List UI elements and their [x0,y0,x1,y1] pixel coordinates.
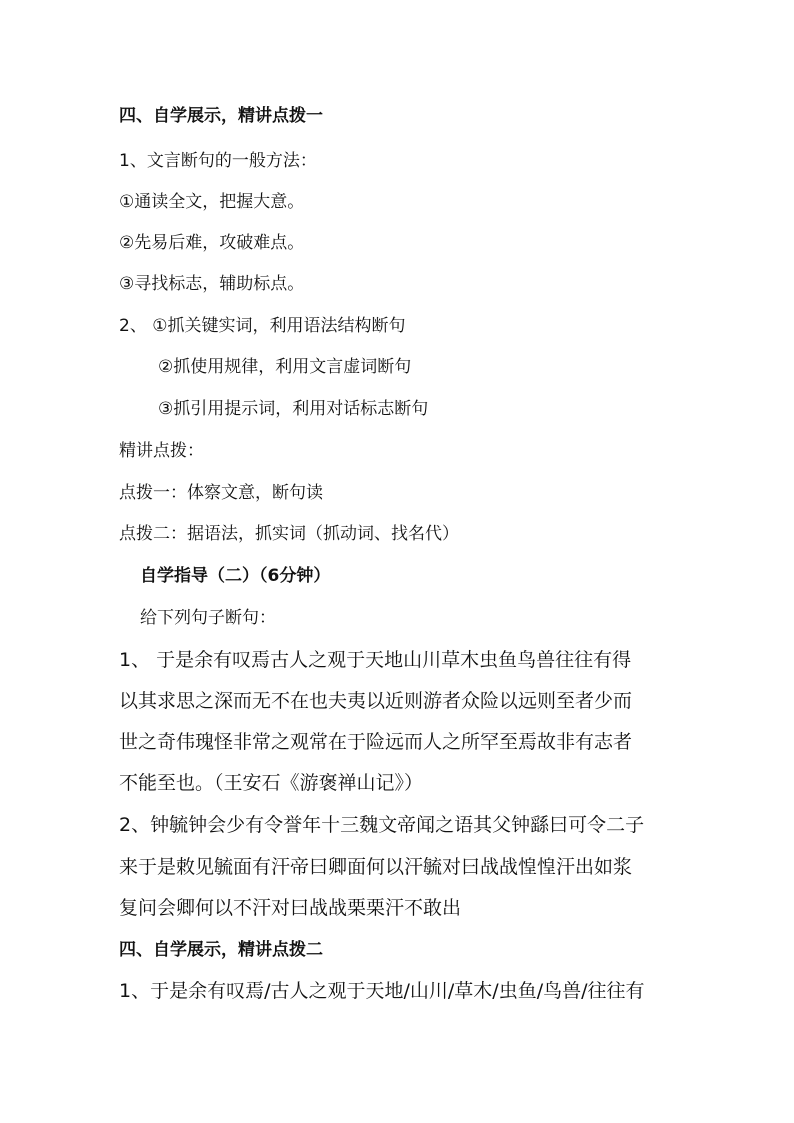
exercise-line: 2、钟毓钟会少有令誉年十三魏文帝闻之语其父钟繇曰可令二子 [119,814,645,836]
answer-line: 1、于是余有叹焉/古人之观于天地/山川/草木/虫鱼/鸟兽/往往有 [119,980,645,1002]
text-line: ③抓引用提示词，利用对话标志断句 [158,399,429,419]
exercise-line: 以其求思之深而无不在也夫夷以近则游者众险以远则至者少而 [119,690,633,712]
text-line: ①通读全文，把握大意。 [119,192,305,212]
text-line: 给下列句子断句： [140,608,276,628]
exercise-line: 世之奇伟瑰怪非常之观常在于险远而人之所罕至焉故非有志者 [119,731,633,753]
text-line: 2、 ①抓关键实词，利用语法结构断句 [119,316,406,336]
exercise-line: 复问会卿何以不汗对曰战战栗栗汗不敢出 [119,897,462,919]
text-line: ③寻找标志，辅助标点。 [119,274,305,294]
text-line: 1、文言断句的一般方法： [119,151,317,171]
subsection-heading: 自学指导（二）（6分钟） [140,566,331,586]
text-line: ②先易后难，攻破难点。 [119,233,305,253]
text-line: 点拨一：体察文意，断句读 [119,483,323,503]
exercise-line: 来于是敕见毓面有汗帝曰卿面何以汗毓对曰战战惶惶汗出如浆 [119,856,633,878]
text-line: ②抓使用规律，利用文言虚词断句 [158,357,412,377]
section-heading-1: 四、自学展示，精讲点拨一 [119,106,323,126]
text-line: 精讲点拨： [119,441,204,461]
exercise-line: 1、 于是余有叹焉古人之观于天地山川草木虫鱼鸟兽往往有得 [119,649,632,671]
text-line: 点拨二：据语法，抓实词（抓动词、找名代） [119,524,459,544]
exercise-line: 不能至也。（王安石《游褒禅山记》） [119,772,424,794]
section-heading-2: 四、自学展示，精讲点拨二 [119,940,323,960]
